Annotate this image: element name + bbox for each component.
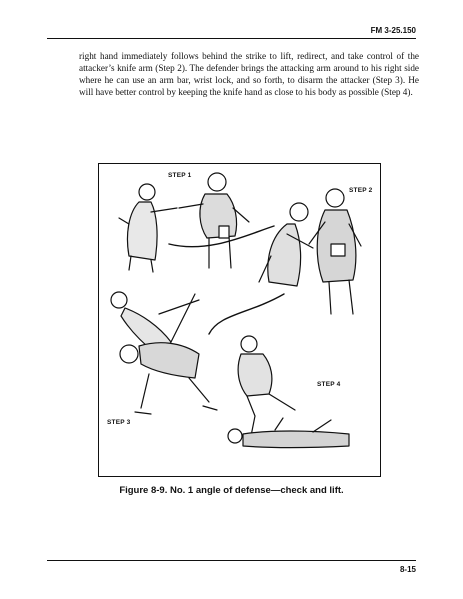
step-2-label: STEP 2	[349, 187, 373, 194]
footer-rule	[47, 560, 416, 561]
page-number: 8-15	[399, 565, 416, 574]
step3-figures	[111, 292, 217, 414]
body-paragraph: right hand immediately follows behind the strike to lift, redirect, and take control of the attacker’s knife arm (Step 2). The defender brings the attacking arm around to his right side where he can use an arm bar, wrist lock, and so forth, to disarm the attacker (Step 3). He will have better control by keeping the knife hand as close to his body as possible (Step 4).	[79, 51, 419, 97]
document-id: FM 3-25.150	[370, 26, 416, 35]
sequence-path	[169, 226, 284, 334]
step2-figures	[259, 189, 361, 314]
step4-figures	[228, 336, 349, 448]
step-4-label: STEP 4	[317, 381, 341, 388]
figure-illustration	[98, 163, 381, 477]
figure-caption: Figure 8-9. No. 1 angle of defense—check and lift.	[119, 485, 344, 496]
header-rule	[47, 38, 416, 39]
step1-figures	[119, 173, 249, 272]
illustration-drawing	[99, 164, 382, 478]
step-1-label: STEP 1	[168, 172, 192, 179]
step-3-label: STEP 3	[107, 419, 131, 426]
